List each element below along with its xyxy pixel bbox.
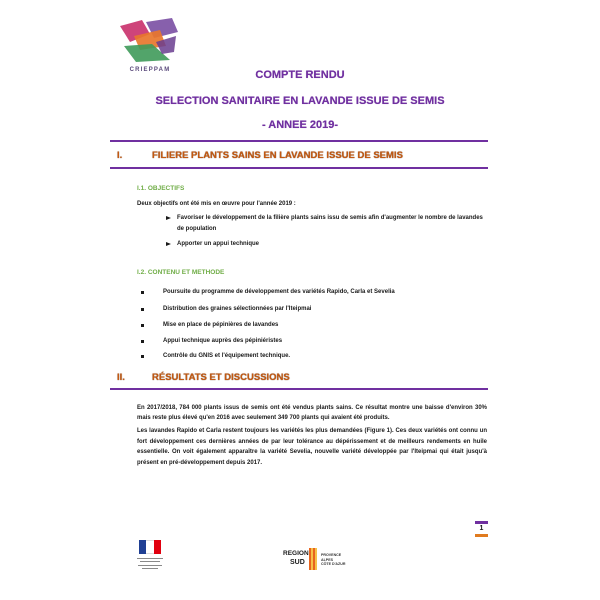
report-year: - ANNEE 2019-	[261, 119, 338, 131]
logo-wordmark: CRIEPPAM	[129, 67, 171, 73]
square-bullet-icon	[141, 324, 144, 327]
objectifs-intro: Deux objectifs ont été mis en œuvre pour l'année 2019 :	[137, 201, 296, 207]
region-logo-line2: SUD	[290, 559, 305, 566]
region-flag-icon	[309, 548, 318, 570]
region-logo-line1: REGION	[283, 550, 309, 557]
french-flag-icon	[139, 540, 161, 554]
prefecture-logo	[135, 540, 165, 572]
section1-underline	[110, 167, 488, 169]
methode-item	[141, 336, 487, 346]
methode-item-text: Poursuite du programme de développement des variétés Rapido, Carla et Sevelia	[163, 289, 395, 295]
methode-item	[141, 287, 487, 297]
section2-underline	[110, 388, 488, 390]
subsection-objectifs-title: I.1. OBJECTIFS	[137, 185, 185, 192]
objectif-item	[165, 239, 487, 250]
crieppam-logo	[116, 16, 182, 64]
methode-item-text: Distribution des graines sélectionnées par l'Iteipmai	[163, 306, 312, 312]
region-tagline: PROVENCE ALPES CÔTE D'AZUR	[321, 553, 346, 567]
methode-item	[141, 351, 487, 361]
square-bullet-icon	[141, 291, 144, 294]
section1-title: FILIERE PLANTS SAINS EN LAVANDE ISSUE DE SEMIS	[152, 150, 403, 161]
methode-item	[141, 320, 487, 330]
page-number-badge	[475, 521, 488, 537]
subsection-methode-title: I.2. CONTENU ET METHODE	[137, 269, 225, 276]
page-badge-bottom-bar	[475, 534, 488, 537]
methode-item-text: Contrôle du GNIS et l'équipement technique.	[163, 353, 291, 359]
report-subtitle: SELECTION SANITAIRE EN LAVANDE ISSUE DE SEMIS	[155, 95, 445, 107]
objectif-item-text: Apporter un appui technique	[177, 241, 259, 247]
square-bullet-icon	[141, 355, 144, 358]
page-number: 1	[479, 525, 484, 532]
results-paragraph: Les lavandes Rapido et Carla restent toujours les variétés les plus demandées (Figure 1). Ces deux variétés ont connu un fort développement ces dernières années de par leur tolérance au dépérissement et de meilleurs rendements en huile essentielle. On voit également apparaître la variété Sevelia, nouvelle variété développée par l'Iteipmai qui était jusqu'à présent en pré-développement depuis 2017.	[137, 428, 487, 466]
arrow-bullet-icon	[165, 239, 175, 250]
results-paragraph: En 2017/2018, 784 000 plants issus de semis ont été vendus plants sains. Ce résultat montre une baisse d'environ 30% mais reste plus élevé qu'en 2016 avec seulement 349 700 plants qui avaient été produits.	[137, 405, 487, 421]
section1-number: I.	[117, 150, 123, 161]
square-bullet-icon	[141, 340, 144, 343]
section2-number: II.	[117, 372, 125, 383]
objectif-item-text: Favoriser le développement de la filière plants sains issu de semis afin d'augmenter le nombre de lavandes de population	[177, 215, 483, 232]
methode-item	[141, 304, 487, 314]
report-title: COMPTE RENDU	[255, 69, 345, 81]
square-bullet-icon	[141, 308, 144, 311]
objectif-item	[165, 213, 487, 235]
methode-item-text: Mise en place de pépinières de lavandes	[163, 322, 279, 328]
arrow-bullet-icon	[165, 213, 175, 224]
section2-title: RÉSULTATS ET DISCUSSIONS	[152, 372, 290, 383]
methode-item-text: Appui technique auprès des pépiniéristes	[163, 338, 283, 344]
region-sud-logo	[281, 548, 351, 574]
title-divider	[110, 140, 488, 142]
